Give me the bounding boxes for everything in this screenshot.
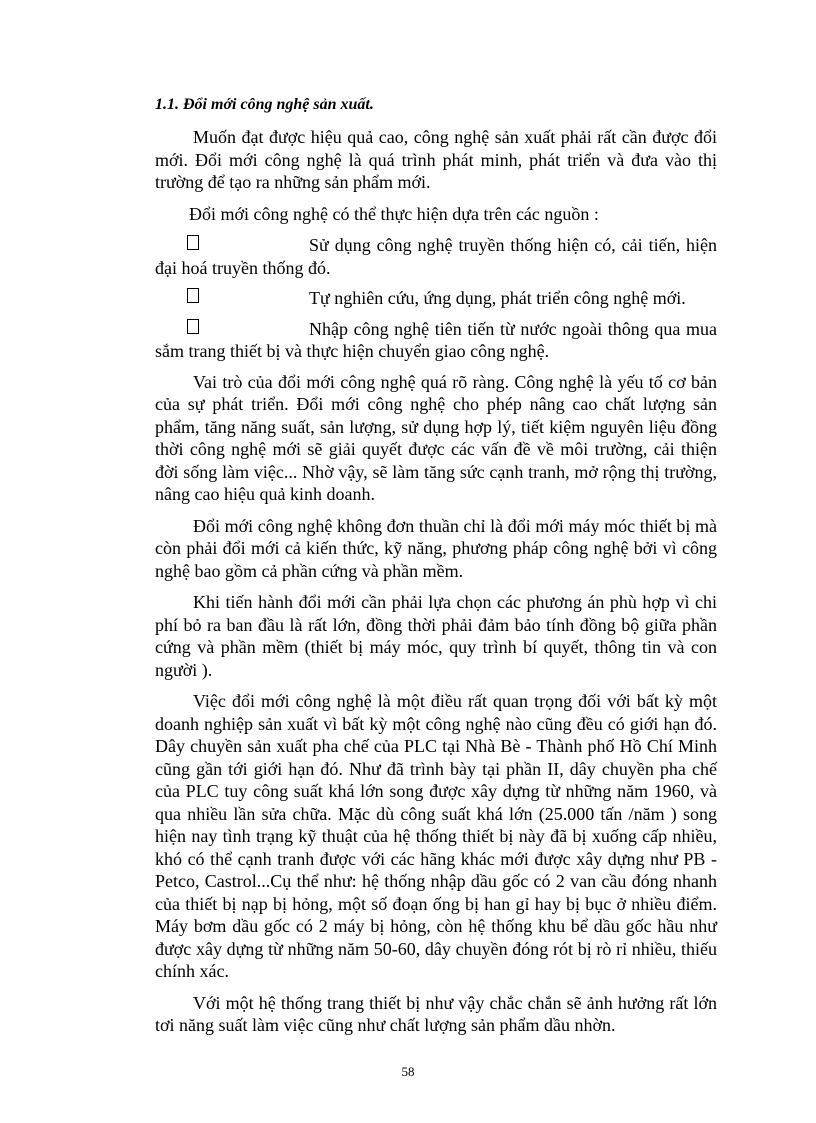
bullet-text: Sử dụng công nghệ truyền thống hiện có, cải tiến, hiện đại hoá truyền thống đó. [155, 235, 717, 278]
paragraph: Đổi mới công nghệ có thể thực hiện dựa trên các nguồn : [189, 203, 599, 224]
paragraph: Với một hệ thống trang thiết bị như vậy chắc chắn sẽ ảnh hưởng rất lớn tơi năng suất làm việc cũng như chất lượng sản phẩm dầu nhờn. [155, 992, 717, 1035]
bullet-text: Tự nghiên cứu, ứng dụng, phát triển công nghệ mới. [309, 288, 686, 308]
paragraph: Việc đổi mới công nghệ là một điều rất quan trọng đối với bất kỳ một doanh nghiệp sản xuất vì bất kỳ một công nghệ nào cũng đều có giới hạn đó. Dây chuyền sản xuất pha chế của PLC tại Nhà Bè - Thành phố Hồ Chí Minh cũng gần tới giới hạn đó. Như đã trình bày tại phần II, dây chuyền pha chế của PLC tuy công suất khá lớn song được xây dựng từ những năm 1960, và qua nhiều lần sửa chữa. Mặc dù công suất khá lớn (25.000 tấn /năm ) song hiện nay tình trạng kỹ thuật của hệ thống thiết bị này đã bị xuống cấp nhiều, khó có thể cạnh tranh được với các hãng khác mới được xây dựng như PB -Petco, Castrol...Cụ thể như: hệ thống nhập dầu gốc có 2 van cầu đóng nhanh của thiết bị nạp bị hỏng, một số đoạn ống bị han gỉ hay bị bục ở nhiều điểm. Máy bơm dầu gốc có 2 máy bị hỏng, còn hệ thống khu bể dầu gốc hầu như được xây dựng từ những năm 50-60, dây chuyền đóng rót bị rò rỉ nhiều, thiếu chính xác. [155, 691, 717, 981]
bullet-box-icon [187, 235, 199, 250]
paragraph: Đổi mới công nghệ không đơn thuần chỉ là đổi mới máy móc thiết bị mà còn phải đổi mới cả kiến thức, kỹ năng, phương pháp công nghệ bởi vì công nghệ bao gồm cả phần cứng và phần mềm. [155, 515, 717, 581]
paragraph: Vai trò của đổi mới công nghệ quá rõ ràng. Công nghệ là yếu tố cơ bản của sự phát triển. Đổi mới công nghệ cho phép nâng cao chất lượng sản phẩm, tăng năng suất, sản lượng, sử dụng hợp lý, tiết kiệm nguyên liệu đồng thời công nghệ mới sẽ giải quyết được các vấn đề về môi trường, cải thiện đời sống làm việc... Nhờ vậy, sẽ làm tăng sức cạnh tranh, mở rộng thị trường, nâng cao hiệu quả kinh doanh. [155, 371, 717, 504]
bullet-box-icon [187, 319, 199, 334]
bullet-item [155, 287, 717, 310]
paragraph: Khi tiến hành đổi mới cần phải lựa chọn các phương án phù hợp vì chi phí bỏ ra ban đầu là rất lớn, đồng thời phải đảm bảo tính đồng bộ giữa phần cứng và phần mềm (thiết bị máy móc, quy trình bí quyết, thông tin và con người ). [155, 592, 717, 680]
paragraph: Muốn đạt được hiệu quả cao, công nghệ sản xuất phải rất cần được đổi mới. Đổi mới công nghệ là quá trình phát minh, phát triển và đưa vào thị trường để tạo ra những sản phẩm mới. [155, 127, 717, 192]
bullet-item [155, 234, 717, 279]
document-body [155, 126, 717, 1046]
bullet-item [155, 318, 717, 363]
page-number: 58 [401, 1064, 415, 1079]
bullet-text: Nhập công nghệ tiên tiến từ nước ngoài thông qua mua sắm trang thiết bị và thực hiện chuyển giao công nghệ. [155, 318, 717, 361]
bullet-box-icon [187, 288, 199, 303]
section-heading: 1.1. Đổi mới công nghệ sản xuất. [155, 96, 374, 113]
